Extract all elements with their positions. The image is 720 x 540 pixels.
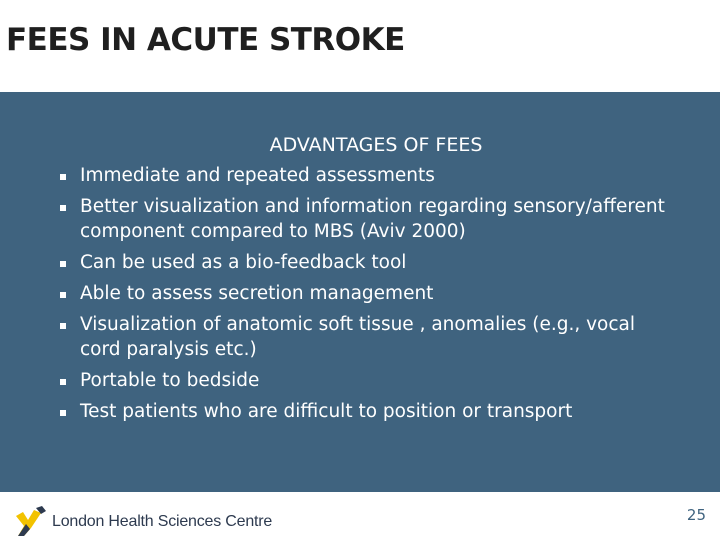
list-item [60, 281, 670, 306]
square-bullet-icon [60, 261, 66, 267]
bullet-text: Visualization of anatomic soft tissue , anomalies (e.g., vocal cord paralysis etc.) [80, 314, 636, 360]
content-heading: ADVANTAGES OF FEES [269, 134, 483, 156]
bullet-text: Better visualization and information regarding sensory/afferent component compared to MBS (Aviv 2000) [80, 196, 665, 242]
square-bullet-icon [60, 292, 66, 298]
list-item [60, 399, 670, 424]
list-item [60, 312, 670, 362]
square-bullet-icon [60, 323, 66, 329]
bullet-list [60, 163, 670, 430]
square-bullet-icon [60, 410, 66, 416]
bullet-text: Test patients who are difficult to position or transport [80, 401, 573, 422]
bullet-text: Portable to bedside [80, 370, 260, 391]
lhsc-logo-icon [14, 506, 48, 536]
list-item [60, 368, 670, 393]
list-item [60, 163, 670, 188]
square-bullet-icon [60, 174, 66, 180]
slide-title: FEES IN ACUTE STROKE [6, 22, 405, 58]
bullet-text: Immediate and repeated assessments [80, 165, 435, 186]
page-number: 25 [686, 506, 706, 524]
square-bullet-icon [60, 379, 66, 385]
organization-name: London Health Sciences Centre [52, 513, 273, 530]
square-bullet-icon [60, 205, 66, 211]
list-item [60, 194, 670, 244]
bullet-text: Can be used as a bio-feedback tool [80, 252, 407, 273]
list-item [60, 250, 670, 275]
bullet-text: Able to assess secretion management [80, 283, 434, 304]
